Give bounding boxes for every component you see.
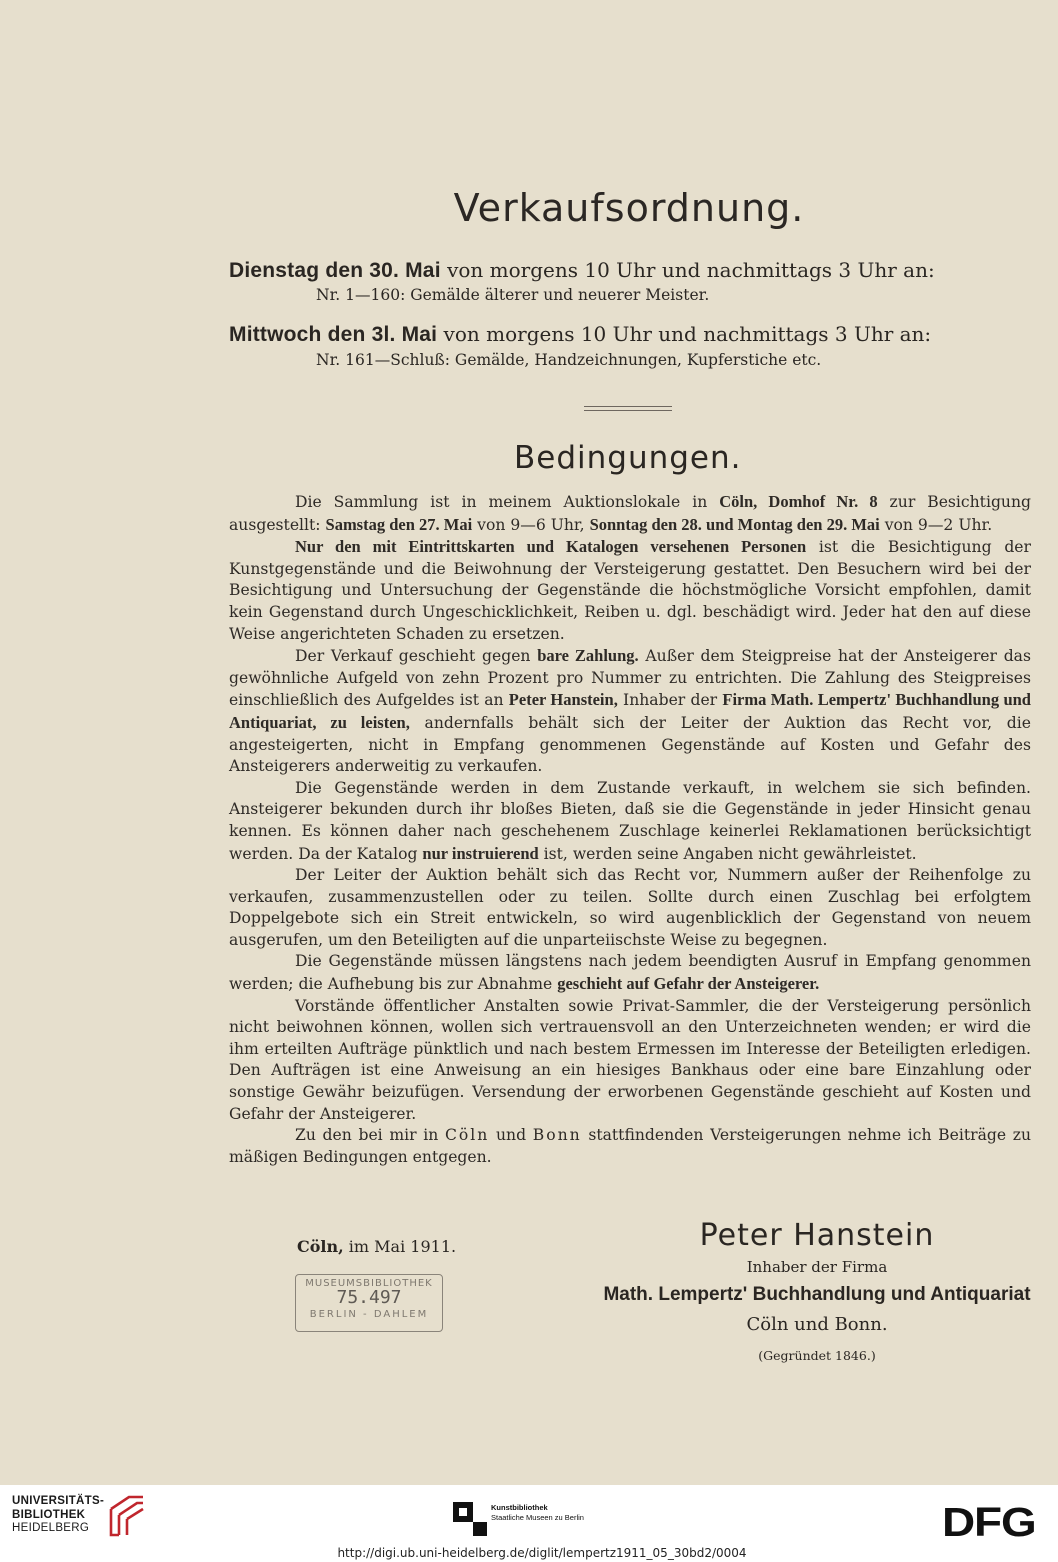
schedule-day-1-items: Nr. 1—160: Gemälde älterer und neuerer Meister. (316, 286, 710, 304)
library-stamp (295, 1274, 443, 1332)
place-date (297, 1237, 456, 1256)
paragraph-2 (229, 536, 1031, 645)
ub-line-3: HEIDELBERG (12, 1522, 90, 1534)
text-run: ist die Besichtigung der Kunstgegenstände und die Beiwohnung der Versteigerung gestattet. Den Besuchern wird bei der Besichtigung und Untersuchung der Gegenstände die höchstmögliche Vorsicht empfohlen, damit kein Gegenstand durch Ungeschicklichkeit, Reiben u. dgl. beschädigt wird. Jeder hat den auf diese Weise angerichteten Schaden zu ersetzen. (229, 538, 1031, 643)
text-run: und (489, 1126, 533, 1145)
ub-heidelberg-logo-icon[interactable] (107, 1493, 147, 1539)
paragraph-4 (229, 778, 1031, 865)
signature-firm: Math. Lempertz' Buchhandlung und Antiquariat (603, 1284, 1031, 1305)
text-run: von 9—6 Uhr, (472, 515, 590, 534)
kunstbibliothek-logo-icon[interactable] (453, 1502, 487, 1536)
schedule-day-2-time: von morgens 10 Uhr und nachmittags 3 Uhr an: (437, 322, 932, 346)
bold-run: Samstag den 27. Mai (325, 514, 473, 534)
text-run: ist, werden seine Angaben nicht gewährleistet. (538, 844, 917, 863)
footer-bar (0, 1485, 1058, 1562)
schedule-day-1-time: von morgens 10 Uhr und nachmittags 3 Uhr an: (440, 258, 935, 282)
bold-run: bare Zahlung. (537, 646, 639, 666)
kb-line-1: Kunstbibliothek (491, 1503, 548, 1512)
divider-line (584, 406, 672, 407)
text-run: Zu den bei mir in (295, 1126, 445, 1145)
text-run: Die Sammlung ist in meinem Auktionslokale in (295, 493, 720, 511)
text-run: Vorstände öffentlicher Anstalten sowie Privat-Sammler, die der Versteigerung persönlich nicht beiwohnen können, wollen sich vertrauensvoll an den Unterzeichneten wenden; er wird die ihm erteilten Aufträge pünktlich und nach bestem Ermessen im Interesse der Beteiligten erledigen. Den Aufträgen ist eine Anweisung an ein hiesiges Bankhaus oder eine bare Einzahlung oder sonstige Gewähr beizufügen. Versendung der erworbenen Gegenstände geschieht auf Kosten und Gefahr der Ansteigerer. (229, 996, 1031, 1123)
stamp-line-3: BERLIN - DAHLEM (309, 1309, 429, 1320)
spaced-run: Cöln (444, 1126, 490, 1145)
schedule-day-2-items: Nr. 161—Schluß: Gemälde, Handzeichnungen, Kupferstiche etc. (316, 351, 822, 369)
page-title: Verkaufsordnung. (453, 186, 805, 230)
paragraph-5 (229, 865, 1031, 951)
bold-run: Peter Hanstein, (508, 690, 618, 710)
signature-role: Inhaber der Firma (746, 1258, 888, 1276)
text-run: Der Verkauf geschieht gegen (295, 647, 538, 666)
schedule-day-1 (229, 258, 935, 283)
bold-run: nur instruierend (422, 843, 539, 863)
dfg-logo[interactable]: DFG (942, 1499, 1036, 1545)
paragraph-8 (229, 1125, 1031, 1168)
bold-run: Sonntag den 28. und Montag den 29. Mai (589, 514, 880, 534)
paragraph-3 (229, 645, 1031, 778)
text-run: Inhaber der (617, 691, 723, 710)
signature-founded: (Gegründet 1846.) (758, 1348, 876, 1363)
paragraph-1 (229, 491, 1031, 536)
text-run: Die Gegenstände müssen längstens nach jedem beendigten Ausruf in Empfang genommen werden; die Aufhebung bis zur Abnahme (229, 952, 1031, 994)
section-heading: Bedingungen. (514, 440, 742, 476)
place-date-text: im Mai 1911. (343, 1237, 457, 1256)
conditions-text (229, 491, 1031, 1168)
bold-run: Firma Math. Lempertz' Buchhandlung und Antiquariat, zu leisten, (229, 690, 1031, 732)
text-run: Außer dem Steigpreise hat der Ansteigerer das gewöhnliche Aufgeld von zehn Prozent pro Nummer zu entrichten. Die Zahlung des Steigpreises einschließlich des Aufgeldes ist an (229, 647, 1031, 710)
ub-line-2: BIBLIOTHEK (12, 1508, 86, 1521)
place-city: Cöln, (297, 1237, 344, 1256)
text-run: stattfindenden Versteigerungen nehme ich Beiträge zu mäßigen Bedingungen entgegen. (229, 1126, 1032, 1166)
text-run: Der Leiter der Auktion behält sich das Recht vor, Nummern außer der Reihenfolge zu verkaufen, zusammenzustellen oder zu teilen. Sollte durch einen Zuschlag bei erfolgtem Doppelgebote sich ein Streit entwickeln, so wird augenblicklich der Gegenstand von neuem ausgerufen, um den Beteiligten auf die unparteiischste Weise zu begegnen. (229, 866, 1031, 949)
paragraph-6 (229, 951, 1031, 995)
kunstbibliothek-text (491, 1503, 584, 1523)
stamp-line-1: MUSEUMSBIBLIOTHEK (305, 1278, 433, 1289)
text-run: andernfalls behält sich der Leiter der Auktion das Recht vor, die angesteigerten, nicht in Empfang genommenen Gegenstände auf Kosten und Gefahr des Ansteigerers anderweitig zu verkaufen. (229, 713, 1031, 776)
schedule-day-2-date: Mittwoch den 3l. Mai (229, 323, 438, 346)
signature-name: Peter Hanstein (699, 1218, 935, 1253)
text-run: zur Besichtigung ausgestellt: (229, 493, 1031, 534)
schedule-day-2 (229, 322, 931, 347)
divider-line (584, 410, 672, 411)
spaced-run: Bonn (532, 1126, 582, 1145)
ub-heidelberg-text[interactable] (12, 1495, 104, 1536)
ub-line-1: UNIVERSITÄTS- (12, 1495, 105, 1507)
page-url[interactable]: http://digi.ub.uni-heidelberg.de/diglit/lempertz1911_05_30bd2/0004 (337, 1546, 747, 1560)
kb-line-2: Staatliche Museen zu Berlin (491, 1513, 584, 1522)
text-run: von 9—2 Uhr. (879, 515, 993, 534)
paragraph-7 (229, 996, 1031, 1126)
bold-run: Nur den mit Eintrittskarten und Katalogen versehenen Personen (295, 537, 807, 557)
schedule-day-1-date: Dienstag den 30. Mai (229, 259, 441, 282)
stamp-number: 75.497 (336, 1287, 402, 1308)
text-run: Die Gegenstände werden in dem Zustande verkauft, in welchem sie sich befinden. Ansteigerer bekunden durch ihr bloßes Bieten, daß sie die Gegenstände in jeder Hinsicht genau kennen. Es können daher nach geschehenem Zuschlage keinerlei Reklamationen berücksichtigt werden. Da der Katalog (229, 778, 1031, 863)
bold-run: Cöln, Domhof Nr. 8 (719, 492, 878, 511)
signature-cities: Cöln und Bonn. (746, 1314, 888, 1335)
bold-run: geschieht auf Gefahr der Ansteigerer. (557, 974, 820, 994)
